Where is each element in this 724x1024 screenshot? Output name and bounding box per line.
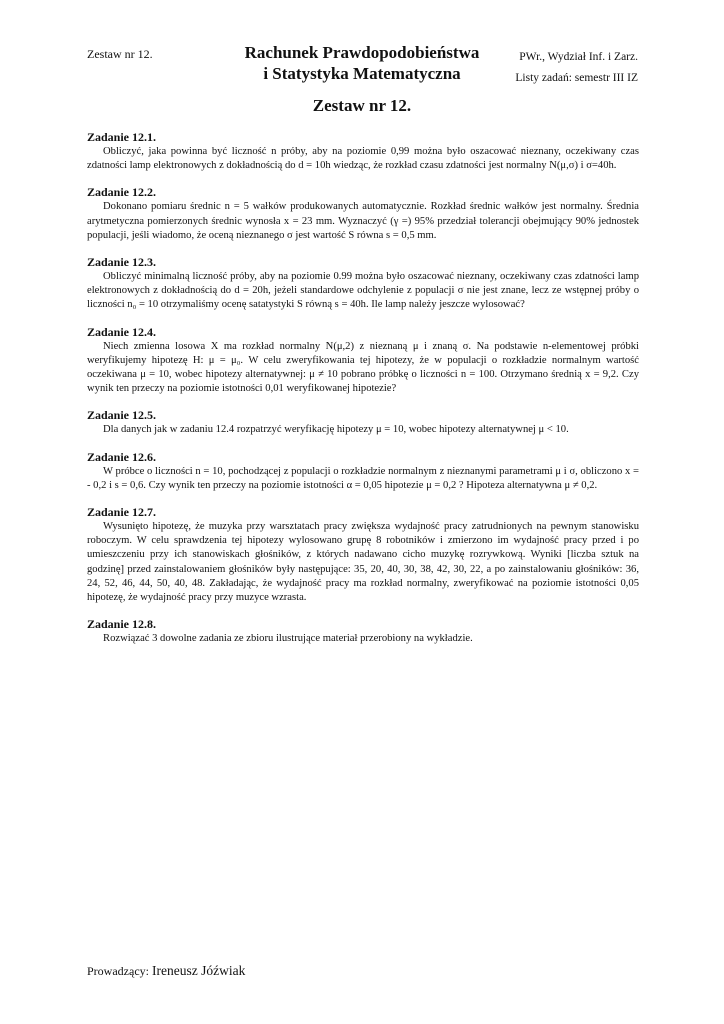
faculty-info — [515, 47, 638, 89]
task-12-7 — [87, 505, 639, 605]
task-title: Zadanie 12.2. — [87, 185, 157, 200]
task-title: Zadanie 12.3. — [87, 255, 157, 270]
course-title-line2: i Statystyka Matematyczna — [263, 64, 461, 83]
task-text: Obliczyć, jaka powinna być liczność n próby, aby na poziomie 0,99 można było oszacować nieznany, oczekiwany czas zdatności lamp elektronowych z dokładnością do d = 10h wiedząc, że rozkład czasu zdatności jest normalny N(μ,σ) i σ=40h. — [87, 146, 639, 172]
task-text: Dla danych jak w zadaniu 12.4 rozpatrzyć weryfikację hipotezy μ = 10, wobec hipotezy alternatywnej μ < 10. — [103, 424, 569, 436]
page-header — [0, 42, 724, 86]
task-text: Rozwiązać 3 dowolne zadania ze zbioru ilustrujące materiał przerobiony na wykładzie. — [103, 633, 473, 645]
page-title: Zestaw nr 12. — [312, 96, 412, 115]
task-text: Obliczyć minimalną liczność próby, aby na poziomie 0.99 można było oszacować nieznany, oczekiwany czas zdatności lamp elektronowych z dokładnością do d = 20h, jeżeli standardowe odchylenie z populacji σ nie jest znane, lecz ze wstępnej próby o liczności n₀ = 10 otrzymaliśmy ocenę satatystyki S równą s = 40h. Ile lamp należy jeszcze wylosować? — [87, 271, 639, 311]
set-label: Zestaw nr 12. — [87, 47, 153, 61]
task-12-1 — [87, 130, 639, 173]
task-12-3 — [87, 255, 639, 313]
task-text: Wysunięto hipotezę, że muzyka przy warsztatach pracy zwiększa wydajność pracy zatrudnionych na pewnym stanowisku roboczym. W celu sprawdzenia tej hipotezy wylosowano grupę 8 robotników i zmierzono im wydajność pracy przed i po umieszczeniu przy ich stanowiskach głośników, z których nadawano cicho muzykę rozrywkową. Wyniki [liczba sztuk na godzinę] przed zainstalowaniem głośników były następujące: 35, 20, 40, 30, 38, 42, 30, 22, a po zainstalowaniu głośników: 36, 24, 52, 46, 44, 50, 40, 48. Zakładając, że wydajność pracy ma rozkład normalny, zweryfikować na poziomie istotności 0,05 hipotezę, że wydajność pracy przy muzyce wzrasta. — [87, 521, 639, 604]
instructor-name: Ireneusz Jóźwiak — [151, 963, 246, 978]
instructor-footer — [87, 963, 245, 979]
task-title: Zadanie 12.1. — [87, 130, 157, 144]
task-text: Dokonano pomiaru średnic n = 5 wałków produkowanych automatycznie. Rozkład średnic wałków jest normalny. Średnia arytmetyczna pomierzonych średnic wynosła x = 23 mm. Wyznaczyć (γ =) 95% przedział tolerancji obejmujący 90% jednostek populacji, jeśli wiadomo, że oceną nieznanego σ jest wartość S równa s = 0,5 mm. — [87, 201, 639, 241]
task-title: Zadanie 12.5. — [87, 408, 157, 423]
task-title: Zadanie 12.4. — [87, 324, 157, 339]
instructor-label: Prowadzący: — [87, 964, 149, 978]
task-title: Zadanie 12.7. — [87, 505, 157, 520]
task-12-4 — [87, 325, 639, 397]
task-title: Zadanie 12.8. — [87, 617, 157, 632]
task-12-8 — [87, 617, 639, 646]
task-text: W próbce o liczności n = 10, pochodzącej z populacji o rozkładzie normalnym z nieznanymi parametrami μ i σ, obliczono x = - 0,2 i s = 0,6. Czy wynik ten przeczy na poziomie istotności α = 0,05 hipotezie μ = 0,2 ? Hipoteza alternatywna μ ≠ 0,2. — [87, 465, 639, 491]
semester-line: Listy zadań: semestr III IZ — [515, 72, 638, 84]
faculty-line: PWr., Wydział Inf. i Zarz. — [519, 51, 638, 63]
course-title-line1: Rachunek Prawdopodobieństwa — [244, 43, 480, 62]
task-list — [87, 130, 639, 658]
task-12-5 — [87, 408, 639, 437]
task-12-6 — [87, 450, 639, 493]
task-text: Niech zmienna losowa X ma rozkład normalny N(μ,2) z nieznaną μ i znaną σ. Na podstawie n-elementowej próbki weryfikujemy hipotezę H: μ = μ₀. W celu zweryfikowania tej hipotezy, że w populacji o rozkładzie normalnym wartość oczekiwana μ = 10, wobec hipotezy alternatywnej: μ ≠ 10 pobrano próbkę o liczności n = 100. Otrzymano średnią x = 9,2. Czy wynik ten przeczy na poziomie istotności 0,01 weryfikowanej hipotezie? — [87, 340, 639, 395]
task-title: Zadanie 12.6. — [87, 449, 157, 464]
task-12-2 — [87, 185, 639, 243]
